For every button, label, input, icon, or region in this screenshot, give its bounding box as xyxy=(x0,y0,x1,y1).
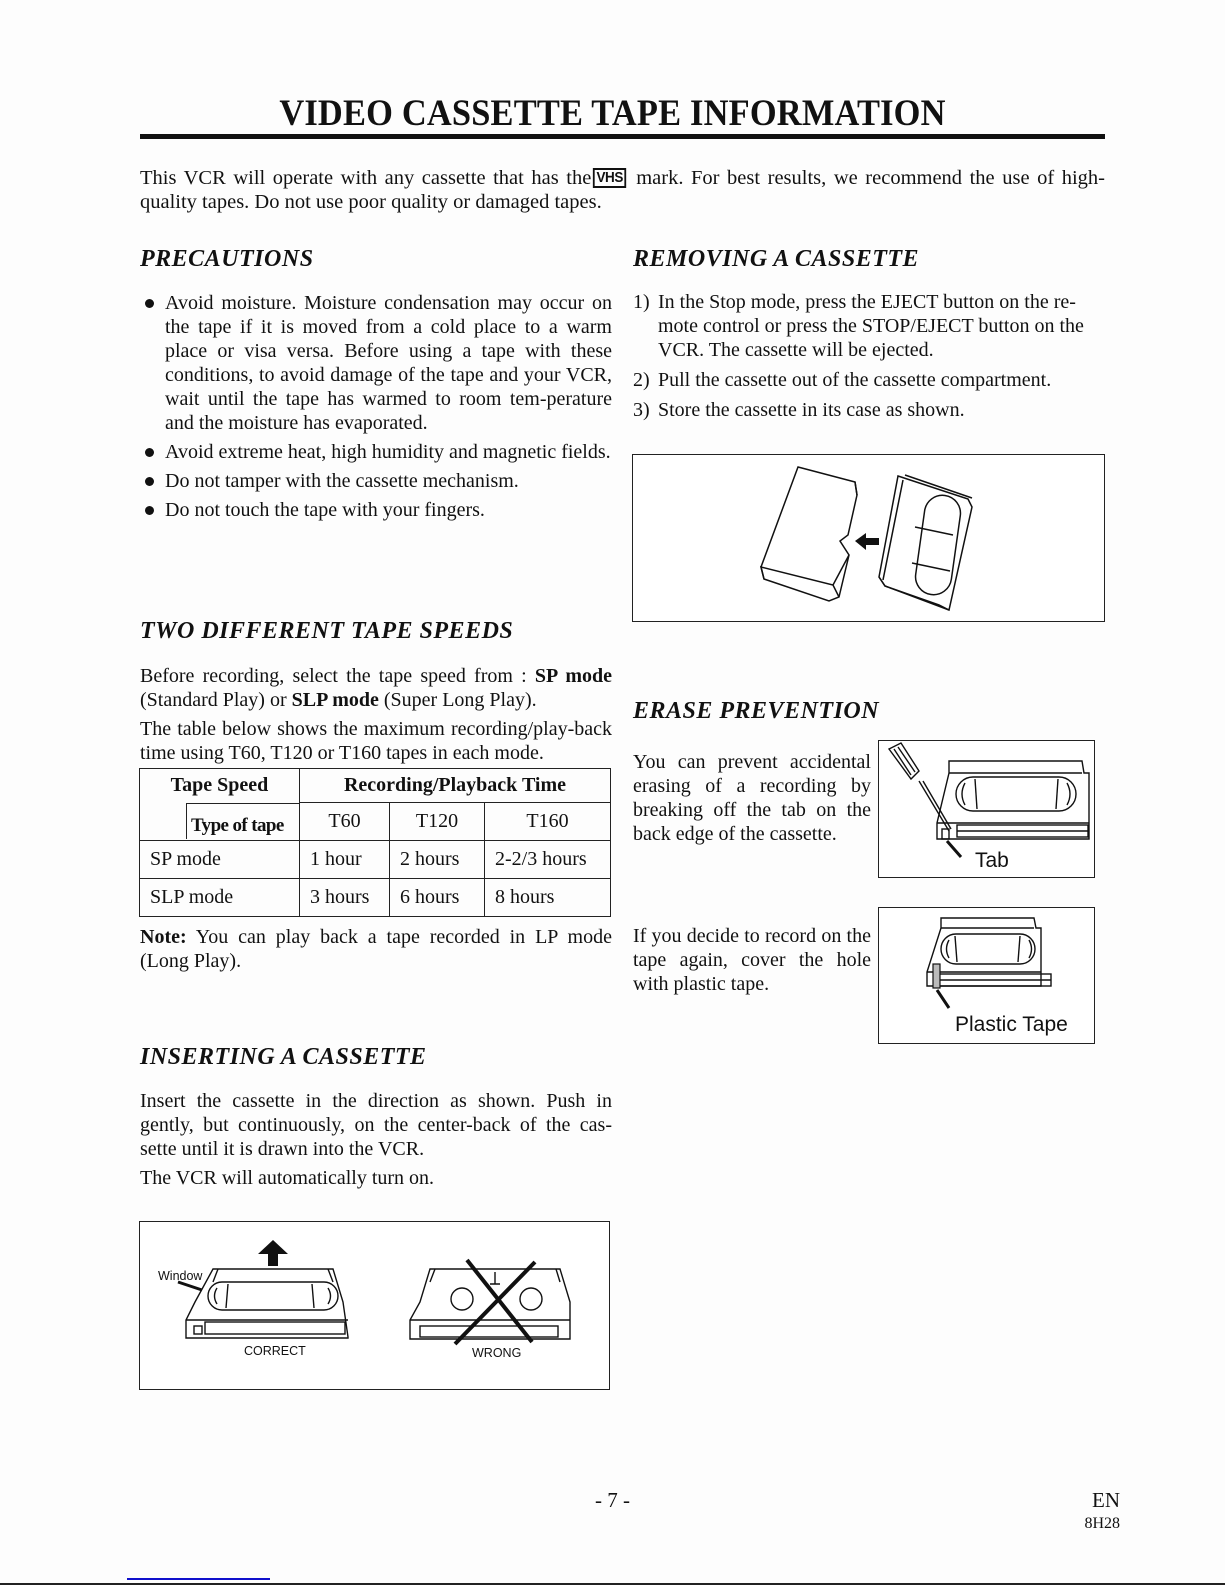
inserting-para2: The VCR will automatically turn on. xyxy=(140,1167,435,1189)
insert-correct-wrong-illustration xyxy=(140,1222,608,1388)
pointer-arrow-icon xyxy=(947,841,961,857)
column-t160: T160 xyxy=(485,803,611,841)
blue-underline xyxy=(127,1578,270,1580)
precaution-item: Avoid moisture. Moisture condensation may occur on the tape if it is moved from a cold place to a warm place or visa versa. Before using a tape with these conditions, to avoid damage of the tape and your VCR, wait until the tape has warmed to room tem-perature and the moisture has evaporated. xyxy=(140,291,612,435)
cell-value: 2 hours xyxy=(390,841,485,879)
column-t60: T60 xyxy=(300,803,390,841)
note-text: You can play back a tape recorded in LP mode (Long Play). xyxy=(140,926,612,972)
step-number: 1) xyxy=(633,291,650,313)
tape-speeds-para1 xyxy=(140,664,612,712)
arrow-left-icon xyxy=(855,533,879,550)
tab-label: Tab xyxy=(975,849,1009,872)
inserting-heading: INSERTING A CASSETTE xyxy=(140,1044,427,1070)
removing-steps xyxy=(633,290,1105,428)
header-tape-speed: Tape Speed xyxy=(140,769,300,803)
plastic-tape-patch xyxy=(933,964,940,988)
tape-speeds-heading: TWO DIFFERENT TAPE SPEEDS xyxy=(140,618,514,644)
pointer-arrow-icon xyxy=(178,1282,202,1290)
precaution-item: Do not tamper with the cassette mechanism. xyxy=(140,469,612,493)
precautions-heading: PRECAUTIONS xyxy=(140,246,314,272)
window-label: Window xyxy=(158,1269,203,1283)
precaution-item: Do not touch the tape with your fingers. xyxy=(140,498,612,522)
tape-speed-table xyxy=(139,768,611,917)
table-subheader-row xyxy=(140,803,611,841)
sp-mode-label: SP mode xyxy=(534,665,612,687)
column-t120: T120 xyxy=(390,803,485,841)
step-text: Pull the cassette out of the cassette compartment. xyxy=(658,369,1052,391)
title-rule xyxy=(140,134,1105,139)
plastic-tape-figure xyxy=(878,907,1095,1044)
cell-value: 3 hours xyxy=(300,879,390,917)
removing-step xyxy=(633,398,1105,422)
table-header-row xyxy=(140,769,611,803)
cell-value: 6 hours xyxy=(390,879,485,917)
row-mode: SLP mode xyxy=(140,879,300,917)
header-type-of-tape: Type of tape xyxy=(186,803,299,839)
cell-value: 2-2/3 hours xyxy=(485,841,611,879)
tape-speeds-note xyxy=(140,925,612,973)
removing-step xyxy=(633,368,1105,392)
inserting-para1: Insert the cassette in the direction as shown. Push in gently, but continuously, on the center-back of the cas-sette until it is drawn into the VCR. xyxy=(140,1090,612,1160)
tab-figure xyxy=(878,740,1095,878)
step-text: In the Stop mode, press the EJECT button on the re-mote control or press the STOP/EJECT button on the VCR. The cassette will be ejected. xyxy=(658,291,1084,361)
slp-mode-label: SLP mode xyxy=(291,689,379,711)
step-text: Store the cassette in its case as shown. xyxy=(658,399,965,421)
row-mode: SP mode xyxy=(140,841,300,879)
erase-para1: You can prevent accidental erasing of a recording by breaking off the tab on the back edge of the cassette. xyxy=(633,751,871,845)
para-text: (Standard Play) or xyxy=(140,689,292,711)
page-title: VIDEO CASSETTE TAPE INFORMATION xyxy=(279,93,946,134)
cell-value: 8 hours xyxy=(485,879,611,917)
removing-step xyxy=(633,290,1105,362)
insert-direction-figure xyxy=(139,1221,610,1390)
note-label: Note: xyxy=(140,926,187,948)
para-text: Before recording, select the tape speed from : xyxy=(140,665,535,687)
correct-label: CORRECT xyxy=(244,1344,306,1358)
arrow-up-icon xyxy=(258,1240,288,1266)
step-number: 2) xyxy=(633,369,650,391)
tape-speeds-para2: The table below shows the maximum recording/play-back time using T60, T120 or T160 tapes in each mode. xyxy=(140,718,612,764)
cassette-case-figure xyxy=(632,454,1105,622)
correct-cassette xyxy=(186,1269,348,1338)
table-row xyxy=(140,841,611,879)
removing-heading: REMOVING A CASSETTE xyxy=(633,246,920,272)
plastic-tape-label: Plastic Tape xyxy=(955,1013,1068,1036)
document-code: 8H28 xyxy=(1084,1515,1120,1532)
table-row xyxy=(140,879,611,917)
wrong-label: WRONG xyxy=(472,1346,522,1360)
erase-para2: If you decide to record on the tape again, cover the hole with plastic tape. xyxy=(633,925,871,995)
cassette-into-case-illustration xyxy=(633,455,1103,620)
erase-heading: ERASE PREVENTION xyxy=(633,698,880,724)
header-recording-time: Recording/Playback Time xyxy=(300,769,611,803)
wrong-cassette xyxy=(410,1269,570,1339)
vhs-logo-icon: VHS xyxy=(593,168,627,188)
intro-paragraph xyxy=(140,166,1105,214)
para-text: (Super Long Play). xyxy=(378,689,537,711)
intro-text-after: mark. For best results, we recommend the use of high-quality tapes. Do not use poor quality or damaged tapes. xyxy=(140,167,1105,213)
pointer-arrow-icon xyxy=(937,990,949,1008)
cell-value: 1 hour xyxy=(300,841,390,879)
precautions-list xyxy=(140,291,612,527)
language-code: EN xyxy=(1092,1488,1120,1512)
intro-text-before: This VCR will operate with any cassette that has the xyxy=(140,167,592,189)
step-number: 3) xyxy=(633,399,650,421)
page-number: - 7 - xyxy=(595,1488,630,1512)
precaution-item: Avoid extreme heat, high humidity and magnetic fields. xyxy=(140,440,612,464)
